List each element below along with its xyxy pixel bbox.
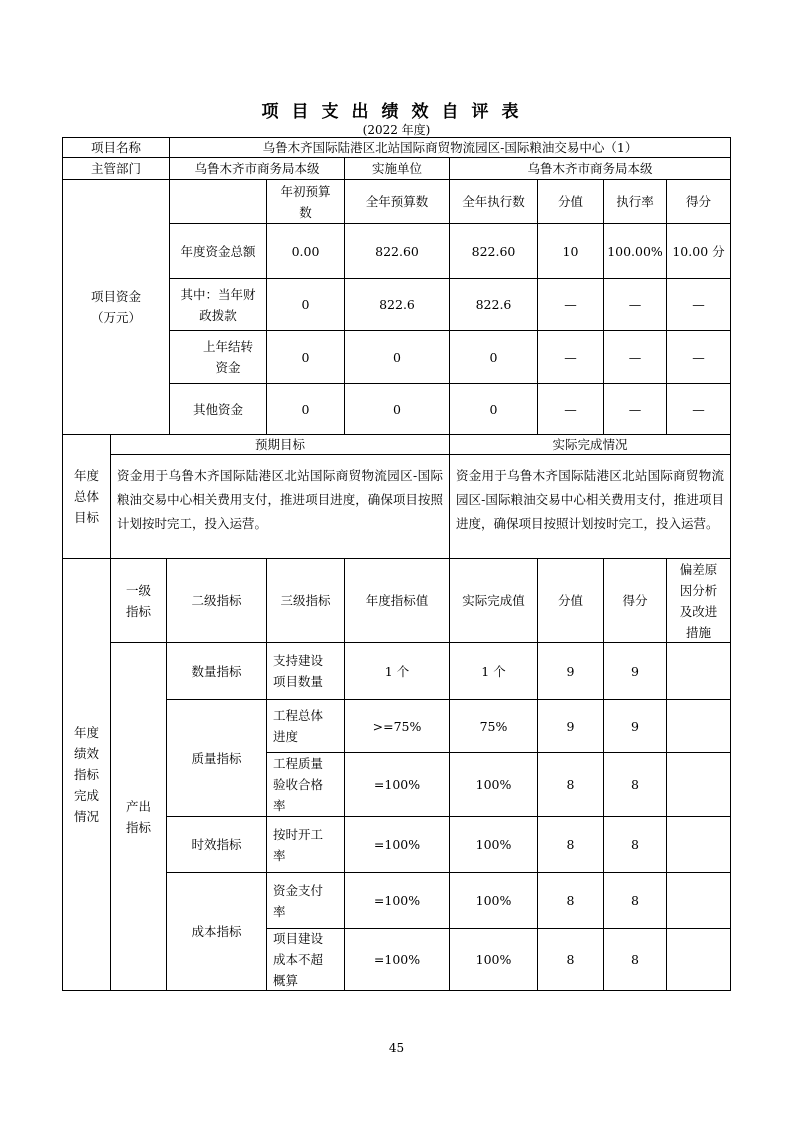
funds-row-score: 10.00 分 [667, 224, 731, 279]
project-name-label: 项目名称 [63, 138, 170, 158]
ind-row-score-value: 8 [538, 753, 604, 817]
report-year: (2022 年度) [362, 123, 431, 137]
ind-row-actual: 1 个 [450, 643, 538, 700]
ind-header-score-value: 分值 [538, 559, 604, 643]
funds-row-rate: — [604, 279, 667, 331]
ind-row-target: =100% [345, 929, 450, 991]
ind-row-score: 9 [604, 700, 667, 753]
funds-row-exec: 0 [450, 331, 538, 384]
ind-row-actual: 100% [450, 817, 538, 873]
ind-row-actual: 100% [450, 873, 538, 929]
funds-corner-cell [170, 180, 267, 224]
goals-actual-text: 资金用于乌鲁木齐国际陆港区北站国际商贸物流园区-国际粮油交易中心相关费用支付，推进项目进度，确保项目按照计划按时完工，投入运营。 [450, 455, 731, 559]
ind-row-note [667, 753, 731, 817]
funds-row-exec: 822.60 [450, 224, 538, 279]
project-name: 乌鲁木齐国际陆港区北站国际商贸物流园区-国际粮油交易中心（1） [170, 138, 731, 158]
funds-row-score: — [667, 331, 731, 384]
ind-header-score: 得分 [604, 559, 667, 643]
ind-header-actual: 实际完成值 [450, 559, 538, 643]
ind-group-cost: 成本指标 [167, 873, 267, 991]
ind-row-level3: 支持建设项目数量 [267, 643, 345, 700]
ind-row-actual: 75% [450, 700, 538, 753]
ind-row-target: =100% [345, 817, 450, 873]
ind-header-note: 偏差原因分析及改进措施 [667, 559, 731, 643]
ind-row-target: =100% [345, 873, 450, 929]
funds-row-score: — [667, 279, 731, 331]
funds-row-name: 年度资金总额 [170, 224, 267, 279]
ind-header-level1: 一级指标 [111, 559, 167, 643]
funds-header-exec: 全年执行数 [450, 180, 538, 224]
ind-group-timeliness: 时效指标 [167, 817, 267, 873]
funds-header-score-value: 分值 [538, 180, 604, 224]
ind-row-level3: 资金支付率 [267, 873, 345, 929]
ind-row-note [667, 643, 731, 700]
funds-row-rate: — [604, 384, 667, 435]
ind-row-note [667, 873, 731, 929]
goals-label: 年度 总体 目标 [63, 435, 111, 559]
ind-header-level3: 三级指标 [267, 559, 345, 643]
funds-row-budget: 822.60 [345, 224, 450, 279]
ind-group-quality: 质量指标 [167, 700, 267, 817]
ind-row-target: >=75% [345, 700, 450, 753]
funds-row-init: 0 [267, 279, 345, 331]
dept-value: 乌鲁木齐市商务局本级 [170, 158, 345, 180]
dept-label: 主管部门 [63, 158, 170, 180]
ind-row-actual: 100% [450, 929, 538, 991]
ind-row-score: 9 [604, 643, 667, 700]
ind-row-score-value: 9 [538, 643, 604, 700]
indicators-label: 年度 绩效 指标 完成 情况 [63, 559, 111, 991]
funds-row-rate: 100.00% [604, 224, 667, 279]
ind-row-note [667, 700, 731, 753]
funds-row-name: 其中：当年财政拨款 [170, 279, 267, 331]
funds-row-rate: — [604, 331, 667, 384]
funds-row-init: 0.00 [267, 224, 345, 279]
ind-row-level3: 按时开工率 [267, 817, 345, 873]
funds-row-init: 0 [267, 331, 345, 384]
goals-actual-label: 实际完成情况 [450, 435, 731, 455]
funds-row-score-value: — [538, 384, 604, 435]
funds-header-budget: 全年预算数 [345, 180, 450, 224]
goals-expected-label: 预期目标 [111, 435, 450, 455]
unit-value: 乌鲁木齐市商务局本级 [450, 158, 731, 180]
ind-level1: 产出指标 [111, 643, 167, 991]
funds-row-score-value: 10 [538, 224, 604, 279]
funds-header-score: 得分 [667, 180, 731, 224]
ind-row-score: 8 [604, 873, 667, 929]
ind-row-score: 8 [604, 929, 667, 991]
funds-row-init: 0 [267, 384, 345, 435]
ind-row-score: 8 [604, 753, 667, 817]
ind-header-target: 年度指标值 [345, 559, 450, 643]
funds-label: 项目资金 （万元） [63, 180, 170, 435]
funds-row-score: — [667, 384, 731, 435]
ind-row-target: =100% [345, 753, 450, 817]
funds-row-budget: 822.6 [345, 279, 450, 331]
ind-row-score: 8 [604, 817, 667, 873]
funds-header-init: 年初预算数 [267, 180, 345, 224]
funds-row-exec: 0 [450, 384, 538, 435]
ind-row-score-value: 8 [538, 929, 604, 991]
ind-row-score-value: 8 [538, 873, 604, 929]
funds-row-score-value: — [538, 279, 604, 331]
self-evaluation-table [62, 137, 731, 991]
ind-row-actual: 100% [450, 753, 538, 817]
page-title: 项目支出绩效自评表 [261, 102, 532, 122]
funds-row-exec: 822.6 [450, 279, 538, 331]
ind-row-level3: 项目建设成本不超概算 [267, 929, 345, 991]
unit-label: 实施单位 [345, 158, 450, 180]
ind-row-note [667, 929, 731, 991]
ind-row-level3: 工程总体进度 [267, 700, 345, 753]
ind-row-score-value: 9 [538, 700, 604, 753]
funds-header-rate: 执行率 [604, 180, 667, 224]
ind-row-level3: 工程质量验收合格率 [267, 753, 345, 817]
funds-row-score-value: — [538, 331, 604, 384]
funds-row-name: 上年结转资金 [170, 331, 267, 384]
funds-row-budget: 0 [345, 331, 450, 384]
funds-row-name: 其他资金 [170, 384, 267, 435]
funds-row-budget: 0 [345, 384, 450, 435]
goals-expected-text: 资金用于乌鲁木齐国际陆港区北站国际商贸物流园区-国际粮油交易中心相关费用支付，推进项目进度，确保项目按照计划按时完工，投入运营。 [111, 455, 450, 559]
ind-header-level2: 二级指标 [167, 559, 267, 643]
page-number: 45 [388, 1041, 405, 1055]
ind-row-score-value: 8 [538, 817, 604, 873]
ind-row-note [667, 817, 731, 873]
ind-row-target: 1 个 [345, 643, 450, 700]
ind-group-quantity: 数量指标 [167, 643, 267, 700]
